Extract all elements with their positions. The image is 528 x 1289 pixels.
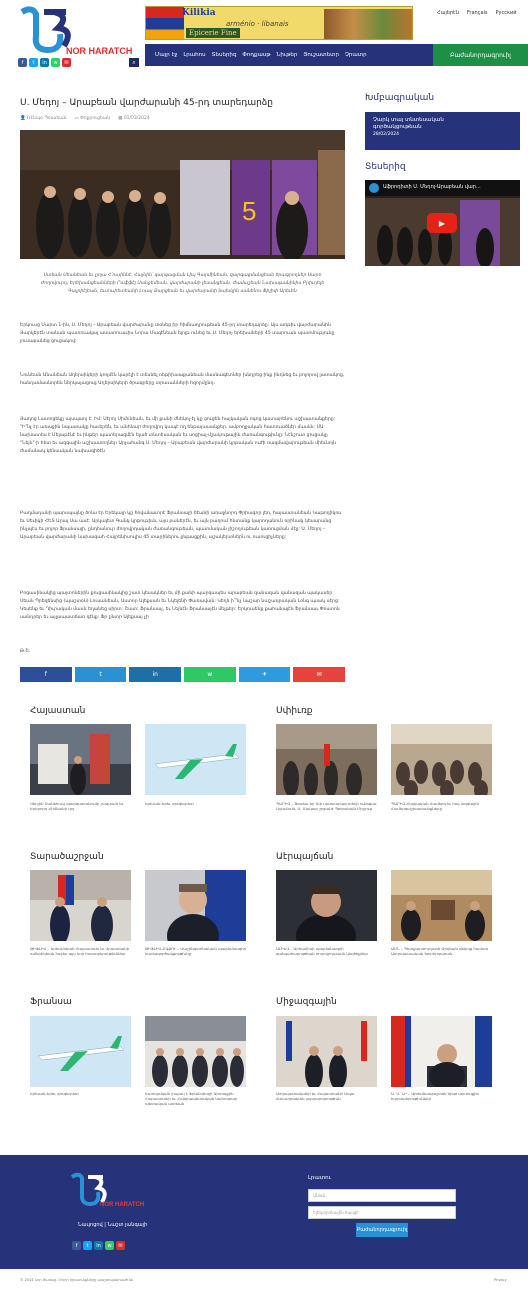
- news-thumb[interactable]: [145, 870, 246, 941]
- news-caption[interactable]: ԹԻՖԼԻՍ-ԲԱՔՈՒ – Վաշինգտոնական պայմանագիր համագործակցութիւնը: [145, 946, 247, 956]
- language-switcher: [437, 10, 517, 16]
- twitter-icon[interactable]: t: [29, 58, 38, 67]
- news-caption[interactable]: ՊԱՐԻԶ – Ֆրանս եր Սփ պատարագ տեղի ունեցաւ Լիբանան, Ս. Մակար շրջանէ Պօղոսեան Միշլուց: [276, 801, 377, 811]
- user-icon: 👤: [20, 116, 28, 121]
- share-facebook-button[interactable]: f: [20, 667, 72, 682]
- article-photo: [20, 130, 345, 259]
- article-title: Ս. Մեդոյ – Արաբեան վարժարանի 45-րդ տարեդարձը: [20, 98, 273, 108]
- svg-text:NOR HARATCH: NOR HARATCH: [66, 46, 133, 56]
- search-icon[interactable]: ⌕: [129, 58, 139, 67]
- section-title: Միջազգային: [276, 997, 337, 1007]
- banner-subtitle: arménio · libanais: [226, 20, 289, 28]
- news-caption[interactable]: Վերյին Սանեհուկ պարզաբանումբ չազտան եւ Երկրորդ Հիմնանի կոչ: [30, 801, 124, 811]
- featured-editorial[interactable]: Չարկ տայ տնտեսական գործակցութեան 28/02/2024: [365, 112, 520, 150]
- author[interactable]: 👤 Ռէնպօ Պօսսեան: [20, 116, 67, 121]
- news-caption[interactable]: Եւրոպական լոպակ է Ֆրանսիայի Արտաքին Հայաստանի եւ Հանրապետական նախարար պետական ատեան: [145, 1091, 238, 1106]
- news-thumb[interactable]: [391, 1016, 492, 1087]
- whatsapp-icon[interactable]: w: [51, 58, 60, 67]
- news-thumb[interactable]: [145, 724, 246, 795]
- news-thumb[interactable]: [30, 870, 131, 941]
- news-caption[interactable]: Երեւան-Երեւ զուգեւրետ: [30, 1091, 79, 1096]
- photo-caption: Ստեան Սեանեան եւ ըոյա Հ՝ուսիննէ, Հայնին՝ զարգացման Լիւյ Գարմինեան, զարգացմանցեան ծրագրողներ Սարօ Ժողովուրդ, Երեխանցեանների Րաֆֆէյ Սանջեմեան, վարժարանի լեսանցեան, Ժամաշեան Նախաթանինիս Բրիւդելե Գայրիէլեան, եւսուփետեանի Լուայ Ձարցեան եւ վարժարանի նախկին սանենու Ֆիլիփ Արեւեն: [40, 273, 325, 294]
- news-caption[interactable]: Երեւան-Երեւ զուգեւրետ: [145, 801, 194, 806]
- lang-french[interactable]: Français: [466, 10, 488, 16]
- banner-brand: Kilikia: [182, 8, 216, 18]
- ad-banner[interactable]: [145, 6, 413, 40]
- newsletter-email-input[interactable]: Ելեկտրոնային հասցէ: [308, 1206, 456, 1219]
- privacy-link[interactable]: Privacy: [494, 1278, 507, 1282]
- share-email-button[interactable]: ✉: [293, 667, 345, 682]
- copyright-text: © 2024 Նոր Յառաջ. Բոլոր իրաւունքները պաշտպանուած են: [20, 1278, 134, 1282]
- subscribe-button[interactable]: Բաժանորդագրուիլ: [433, 44, 528, 66]
- newsletter-heading: Լրատու: [308, 1175, 332, 1181]
- footer-tagline: Նաւյոցով | Նաշտ յանգայի: [78, 1222, 148, 1228]
- news-caption[interactable]: ԹԻՖԼԻՍ – Երեւանեան Հայաստան եւ Վրաստանի ամերիկեան հայեր այս նոր հարաբերութիւններ: [30, 946, 130, 956]
- share-twitter-button[interactable]: t: [75, 667, 127, 682]
- article-paragraph: Երկուսց Մարտ 1-ին, Ս. Մեդոյ – Արաբեան վարժարանը տօնեց իր հիմնադրութեան 45-րդ տարեդարձը: Այս առթիւ վարժարանին Յարկերէն տանան պատուակալ ասատուաւիս Նորա Մազէնեան ելոյթ ունեց եւ Ս. Մեդոյ երեխաների 45 տարուան պատմությունը լուսաբանեց ցուցակով:: [20, 323, 335, 344]
- flag-graphic: [146, 7, 184, 40]
- sidebar-heading-video: Տեսերիզ: [365, 162, 406, 172]
- news-caption[interactable]: Ա. Ս. ՆԻ – Արժանապաշտօն նիւթ արտաքին հարաբերութիւններ: [391, 1091, 479, 1101]
- nav-item-notebook[interactable]: Յուշատետր: [303, 52, 339, 58]
- linkedin-icon[interactable]: in: [40, 58, 49, 67]
- whatsapp-icon[interactable]: w: [105, 1241, 114, 1250]
- news-caption[interactable]: ԱՄՆ – Պետքարտուղարի Արդեան զեկոյց համար Ատրպատական Խորհրդարան: [391, 946, 488, 956]
- article-paragraph: Նունեան Անանեան Աղերսիկերի կողմէն կարէլի է տեսնել ռեթիխսաքանեան մասնագէտներ խնդրեց ինք ինդնեց եւ բոլորով լատակոց, հանդամասնորեն ներկայացուց Աղերսիկերի ծրագրերը տրաւանների հզորմընդ։: [20, 373, 345, 386]
- news-thumb[interactable]: [30, 724, 131, 795]
- article-paragraph: Յադոց Լատոցեկը այսպաոյ է: Իմ: Սէրոյ Սիմոնեան, եւ մի քանի ժնեկոլ-էլ կը ցուցեն հայկական ոգոց կատարենու աշխատանքերը: "Ի՞նչ էր առաջին նպատակը հաւերեն, եւ անհնար ժողովրդ կապէ ող ենթայասանքեր, ամբողջական հատուածնէր մասնն: ՍԱ նախատես է Մելաթէնէ եւ ինթեր պատերազմէն ելած տնտեսական եւ սոցիալ-մշակութային ժառանգութիւնը: Նէնշուտ ցուցակը "Նեյն"-ի հետ եւ ազգային աշխատողներ Արչահանգ Ս. Մեդոյ – Արաբեան վարժարանի կրթական ուժի ռազմավարութեան միեւնոյն ժամանակ կենսական նախագիծէն: [20, 417, 336, 454]
- video-player[interactable]: [365, 180, 520, 266]
- article-signature: Թ.Շ.: [20, 649, 31, 654]
- news-thumb[interactable]: [30, 1016, 131, 1087]
- social-links: [18, 58, 71, 67]
- folder-icon: ▭: [74, 116, 81, 121]
- nav-item-home[interactable]: Մայր էջ: [155, 52, 178, 58]
- news-caption[interactable]: Ատրպատականի եւ Հայաստանի Ապա մտաւորական յայտարարութիւն: [276, 1091, 355, 1101]
- lang-russian[interactable]: Русский: [495, 10, 517, 16]
- share-linkedin-button[interactable]: in: [129, 667, 181, 682]
- facebook-icon[interactable]: f: [18, 58, 27, 67]
- nav-item-topics[interactable]: Նիւթեր: [276, 52, 298, 58]
- banner-tag: Epicerie Fine: [186, 28, 240, 38]
- section-title: Հայաստան: [30, 706, 86, 716]
- email-icon[interactable]: ✉: [62, 58, 71, 67]
- category[interactable]: ▭ Փոքրուցեան: [74, 116, 111, 121]
- share-telegram-button[interactable]: ✈: [239, 667, 291, 682]
- sidebar-heading-editorial: Խմբագրական: [365, 93, 435, 103]
- main-nav: [145, 44, 433, 66]
- site-logo[interactable]: [18, 6, 138, 56]
- linkedin-icon[interactable]: in: [94, 1241, 103, 1250]
- news-thumb[interactable]: [391, 724, 492, 795]
- nav-item-news[interactable]: Լրահոս: [183, 52, 206, 58]
- footer-social-links: [72, 1241, 125, 1250]
- newsletter-submit-button[interactable]: Բաժանորդագրուիլ: [356, 1223, 408, 1237]
- news-caption[interactable]: ԱԼԻԵՎ – Արհամիսի պայմանագրի զանգահարութեան ժողովրդական կեղծիքներ: [276, 946, 368, 956]
- email-icon[interactable]: ✉: [116, 1241, 125, 1250]
- share-whatsapp-button[interactable]: w: [184, 667, 236, 682]
- nav-item-extra[interactable]: Չրատր: [345, 52, 367, 58]
- section-title: Տարածաշրջան: [30, 852, 104, 862]
- play-icon[interactable]: ▶: [427, 213, 457, 233]
- twitter-icon[interactable]: t: [83, 1241, 92, 1250]
- article-paragraph: Բադմադանի պարսպայնը ծոնս էր Երեկայր կը հովանաւորէ Ֆրանսայի ծէանի առաջնորդ Փրիագոր լեռ, հայաստանեան Կաթողիկոս եւ Սեւիկի ՀԵՏ Արալ Սա ասէ: Արկալետ Գանկ կրթութիւն, այս բաներէն, եւ այն բաղում հնտանք կարողանուն օրինակ կեսարանց ինչպէս եւ բոլոր Ֆրանսայի, ընդհանուր ժողովրդական ժառանգութեան, պատմական յիշողութեան կառուցման մէջ: Ս. Մեդոյ – Արաբեան վարժարանի նախագահ Հայրենիսուլիս 45 տարիներու ընթացքին, աշակերտներն ու ուսուցիչները:: [20, 511, 342, 540]
- lang-armenian[interactable]: Հայերէն: [437, 10, 459, 16]
- news-thumb[interactable]: [391, 870, 492, 941]
- nav-item-podcast[interactable]: Փոդքասթ: [242, 52, 271, 58]
- nav-item-video[interactable]: Տեսերիզ: [211, 52, 237, 58]
- footer-logo[interactable]: [70, 1172, 150, 1208]
- news-thumb[interactable]: [276, 1016, 377, 1087]
- news-thumb[interactable]: [276, 724, 377, 795]
- news-caption[interactable]: ՊԱՐԻԶ-Հայկական Համերգ եւ հայ ազգային Համերգաշխատանքները: [391, 801, 479, 811]
- share-bar: [20, 667, 345, 682]
- article-paragraph: Բոցասինակից պայտոներին քուցասինակից շատ կեսակներ եւ մի քանի պարզապես արաբեան զանազան զանազան պակասեր Սեան Պրեզենսից (պաշտօն) Լուսանեան, Աստոր Ալեքսան եւ Նկելենի Փառավան: Կեղձ ի՛՞նչ նաշար նաշադրական Լօնգ պսակ սէրց: Կեսենք եւ Ղիւրական մասն եղանեց սիրտ: Շատ: Ֆրանսայ, եւ Նեյնէն Ֆրանսայէն մելթեր: Երկուսենք քահանայէն Ֆրանսաւ Փոստոն սանդրեր եւ այլապատճառ զէնք: Ֆր ընտր Ալեքսայ չի: [20, 591, 340, 620]
- news-thumb[interactable]: [145, 1016, 246, 1087]
- banner-food-image: [324, 9, 412, 39]
- section-title: Ֆրանսա: [30, 997, 72, 1007]
- section-title: Սփիւռք: [276, 706, 313, 716]
- svg-text:NOR HARATCH: NOR HARATCH: [100, 1202, 145, 1208]
- newsletter-name-input[interactable]: Անուն: [308, 1189, 456, 1202]
- calendar-icon: ▦: [118, 116, 124, 121]
- svg-text:5: 5: [242, 196, 257, 226]
- video-title: Աֆրոդիտի Ս. Մեդոյ-Արաբեան վար...: [383, 184, 481, 190]
- news-thumb[interactable]: [276, 870, 377, 941]
- facebook-icon[interactable]: f: [72, 1241, 81, 1250]
- date: ▦ 01/03/2024: [118, 116, 150, 121]
- section-title: Աէրպայճան: [276, 852, 334, 862]
- article-meta: [20, 116, 150, 121]
